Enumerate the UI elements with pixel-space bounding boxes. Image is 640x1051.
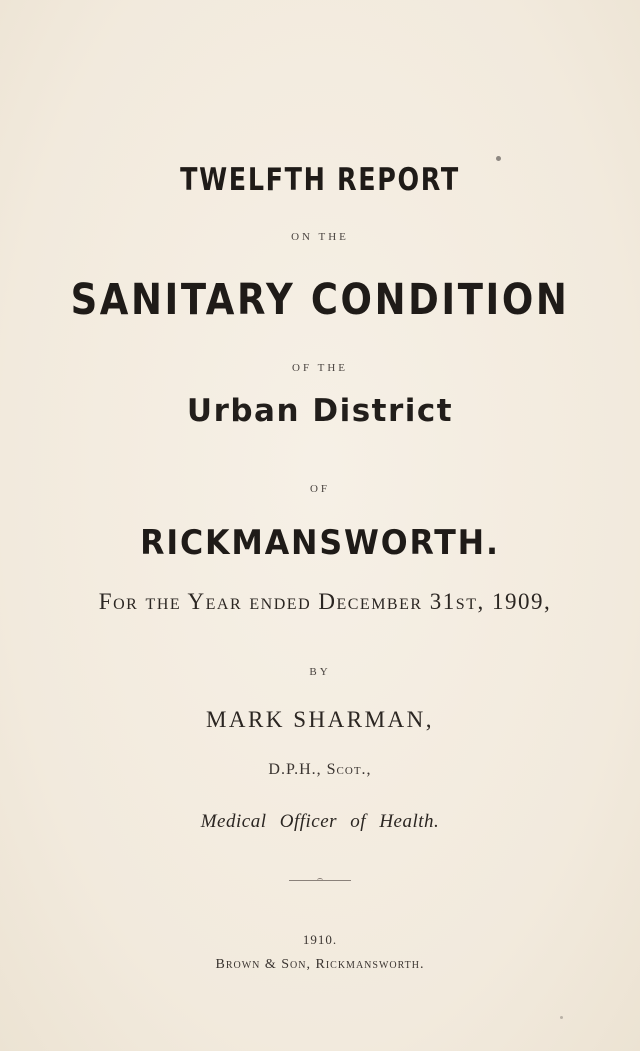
connector-by: BY	[309, 666, 331, 678]
author-degree: D.P.H., Scot.,	[268, 761, 372, 778]
ornamental-rule	[289, 880, 351, 881]
paper-speck	[560, 1016, 563, 1019]
author-role: Medical Officer of Health.	[200, 811, 440, 832]
connector-on-the: ON THE	[291, 231, 349, 243]
report-title: TWELFTH REPORT	[180, 162, 460, 198]
imprint-year: 1910.	[302, 932, 338, 947]
connector-of-the: OF THE	[292, 362, 348, 374]
ink-speck	[496, 156, 501, 161]
author-name: MARK SHARMAN,	[205, 707, 435, 732]
report-period: For the Year ended December 31st, 1909,	[98, 589, 552, 614]
place-name: RICKMANSWORTH.	[140, 523, 500, 563]
report-subject: SANITARY CONDITION	[70, 275, 570, 325]
connector-of: OF	[309, 483, 331, 495]
printer-imprint: Brown & Son, Rickmansworth.	[215, 957, 425, 972]
district-type: Urban District	[186, 393, 454, 429]
